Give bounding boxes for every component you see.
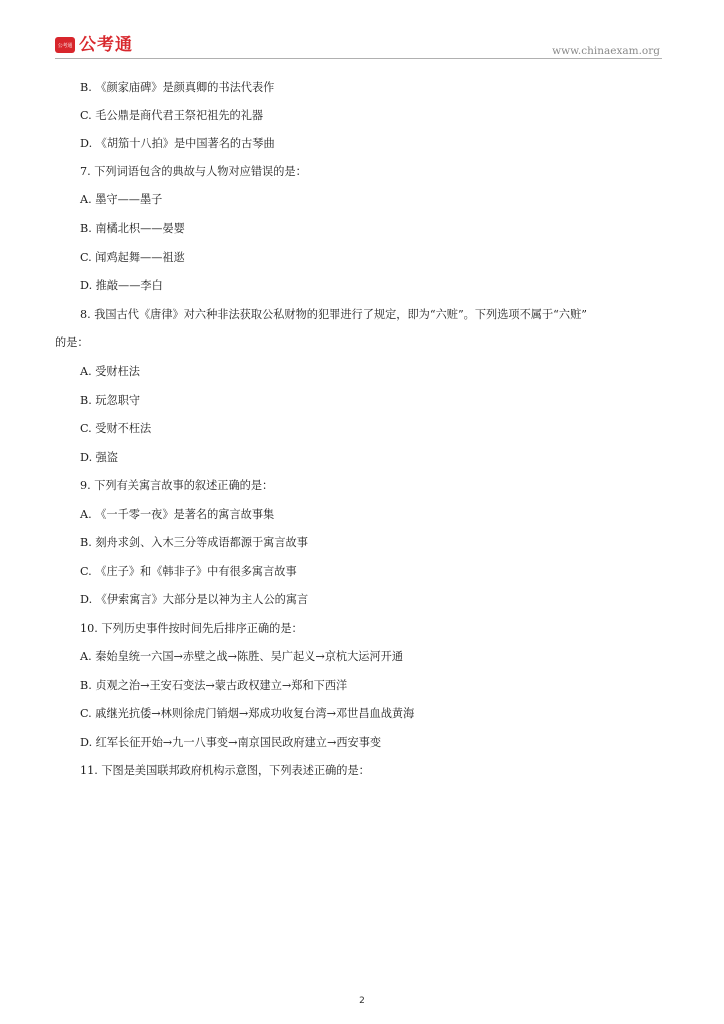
header-divider	[55, 58, 662, 59]
question-11: 11. 下图是美国联邦政府机构示意图，下列表述正确的是：	[80, 764, 370, 777]
option-10b: B. 贞观之治→王安石变法→蒙古政权建立→郑和下西洋	[80, 679, 348, 692]
option-8a: A. 受财枉法	[80, 365, 140, 378]
option-9d: D. 《伊索寓言》大部分是以神为主人公的寓言	[80, 593, 309, 606]
logo	[55, 36, 133, 54]
option-9a: A. 《一千零一夜》是著名的寓言故事集	[80, 508, 275, 521]
option-9b: B. 刻舟求剑、入木三分等成语都源于寓言故事	[80, 536, 308, 549]
question-10: 10. 下列历史事件按时间先后排序正确的是：	[80, 622, 303, 635]
option-6b: B. 《颜家庙碑》是颜真卿的书法代表作	[80, 81, 275, 94]
page-header	[0, 0, 724, 62]
question-8-continued: 的是：	[55, 336, 89, 349]
option-6d: D. 《胡笳十八拍》是中国著名的古琴曲	[80, 137, 275, 150]
option-8b: B. 玩忽职守	[80, 394, 141, 407]
site-url: www.chinaexam.org	[552, 45, 660, 57]
option-7c: C. 闻鸡起舞——祖逖	[80, 251, 185, 264]
option-9c: C. 《庄子》和《韩非子》中有很多寓言故事	[80, 565, 297, 578]
option-10a: A. 秦始皇统一六国→赤壁之战→陈胜、吴广起义→京杭大运河开通	[80, 650, 404, 663]
option-7a: A. 墨守——墨子	[80, 193, 163, 206]
logo-badge-icon: 公考通	[55, 37, 75, 53]
question-7: 7. 下列词语包含的典故与人物对应错误的是：	[80, 165, 307, 178]
option-8c: C. 受财不枉法	[80, 422, 152, 435]
option-7b: B. 南橘北枳——晏婴	[80, 222, 185, 235]
option-8d: D. 强盗	[80, 451, 119, 464]
option-6c: C. 毛公鼎是商代君王祭祀祖先的礼器	[80, 109, 264, 122]
option-7d: D. 推敲——李白	[80, 279, 163, 292]
option-10d: D. 红军长征开始→九一八事变→南京国民政府建立→西安事变	[80, 736, 382, 749]
question-9: 9. 下列有关寓言故事的叙述正确的是：	[80, 479, 274, 492]
page-number: 2	[359, 996, 365, 1006]
option-10c: C. 戚继光抗倭→林则徐虎门销烟→郑成功收复台湾→邓世昌血战黄海	[80, 707, 415, 720]
question-8: 8. 我国古代《唐律》对六种非法获取公私财物的犯罪进行了规定，即为“六赃”。下列选项不属于“六赃”	[80, 308, 587, 321]
logo-text: 公考通	[79, 35, 133, 55]
